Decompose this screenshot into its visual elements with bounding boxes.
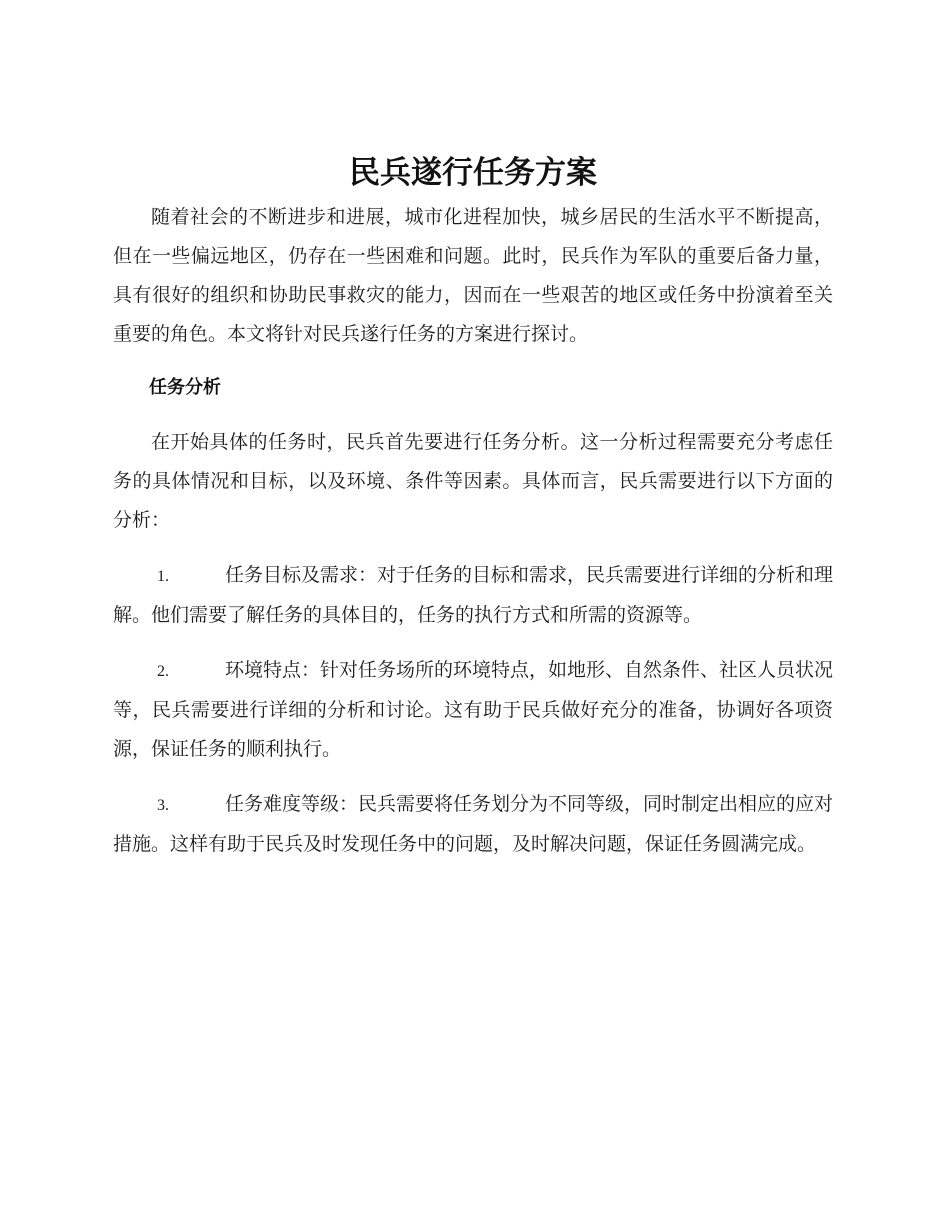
list-item [113,556,833,635]
document-page [113,148,833,864]
document-title: 民兵遂行任务方案 [349,155,597,191]
list-item-number: 1. [157,568,169,585]
section-intro-paragraph: 在开始具体的任务时，民兵首先要进行任务分析。这一分析过程需要充分考虑任务的具体情况和目标，以及环境、条件等因素。具体而言，民兵需要进行以下方面的分析： [113,431,833,531]
list-item [113,651,833,769]
list-item-number: 3. [157,797,169,814]
intro-paragraph: 随着社会的不断进步和进展，城市化进程加快，城乡居民的生活水平不断提高，但在一些偏远地区，仍存在一些困难和问题。此时，民兵作为军队的重要后备力量，具有很好的组织和协助民事救灾的能力，因而在一些艰苦的地区或任务中扮演着至关重要的角色。本文将针对民兵遂行任务的方案进行探讨。 [113,206,833,345]
list-item-text: 任务难度等级：民兵需要将任务划分为不同等级，同时制定出相应的应对措施。这样有助于民兵及时发现任务中的问题，及时解决问题，保证任务圆满完成。 [113,793,834,855]
list-item-number: 2. [157,663,169,680]
section-heading: 任务分析 [149,377,221,398]
list-item [113,785,833,864]
list-item-text: 任务目标及需求：对于任务的目标和需求，民兵需要进行详细的分析和理解。他们需要了解任务的具体目的，任务的执行方式和所需的资源等。 [113,564,834,626]
list-item-text: 环境特点：针对任务场所的环境特点，如地形、自然条件、社区人员状况等，民兵需要进行详细的分析和讨论。这有助于民兵做好充分的准备，协调好各项资源，保证任务的顺利执行。 [113,659,834,760]
